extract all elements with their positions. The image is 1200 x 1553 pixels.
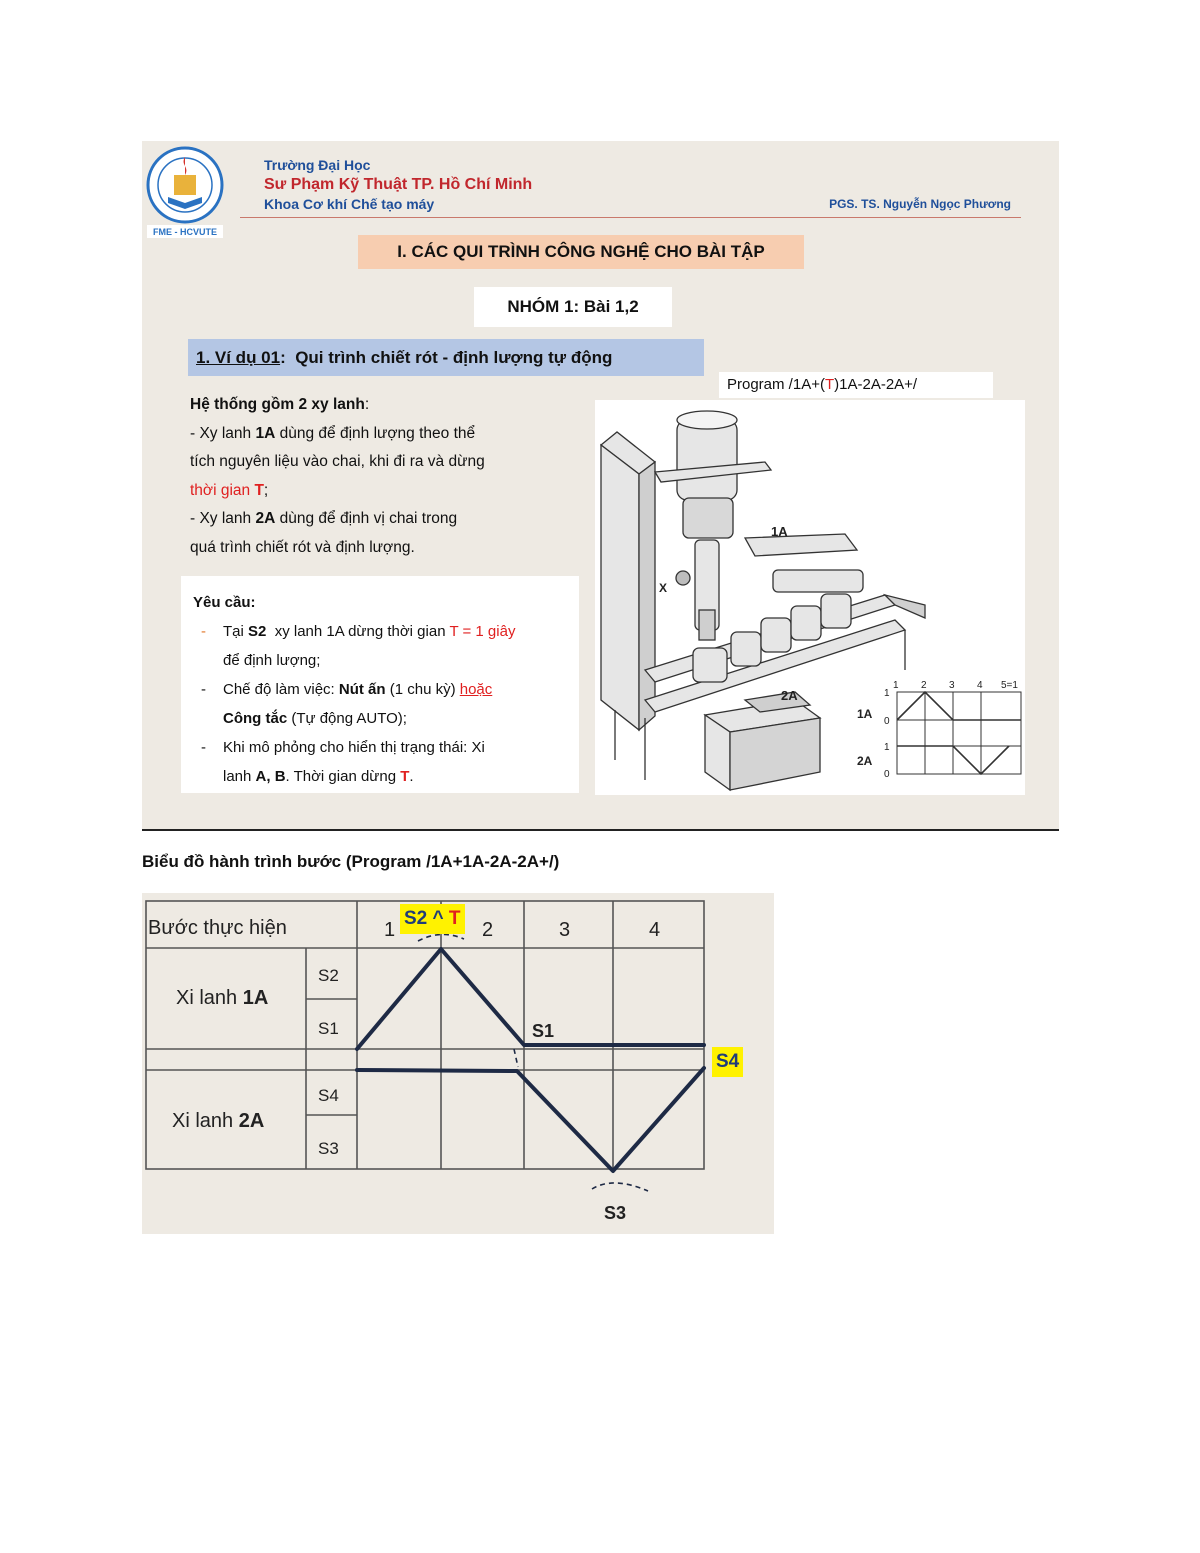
marker-s4: S4 bbox=[712, 1047, 743, 1077]
system-line-3 bbox=[190, 477, 570, 506]
requirements-heading: Yêu cầu: bbox=[193, 594, 256, 611]
row-2a-code: 2A bbox=[238, 1110, 265, 1132]
requirements-box bbox=[181, 576, 579, 793]
section-title: I. CÁC QUI TRÌNH CÔNG NGHỆ CHO BÀI TẬP bbox=[358, 235, 804, 269]
l4-a: - Xy lanh bbox=[190, 510, 256, 527]
example-name: : Qui trình chiết rót - định lượng tự động bbox=[280, 347, 613, 367]
mini-step-5: 5=1 bbox=[1001, 680, 1018, 691]
filling-machine-illustration bbox=[595, 400, 1025, 795]
mini-row-2a: 2A bbox=[857, 754, 873, 768]
requirement-2 bbox=[193, 675, 567, 733]
r2-d: Công tắc bbox=[223, 710, 288, 727]
step-diagram-grid bbox=[142, 893, 774, 1234]
system-heading bbox=[190, 391, 570, 420]
university-logo bbox=[144, 145, 226, 239]
l1-b: 1A bbox=[255, 424, 276, 442]
r2-b: Nút ấn bbox=[338, 681, 386, 698]
mini-zero-1a: 0 bbox=[884, 716, 890, 727]
row-cylinder-2a bbox=[172, 1110, 264, 1133]
r3-b: lanh bbox=[223, 768, 256, 785]
l1-a: - Xy lanh bbox=[190, 424, 256, 442]
marker-s1: S1 bbox=[532, 1021, 555, 1041]
r1-red: T = 1 giây bbox=[449, 623, 516, 640]
step-diagram bbox=[142, 893, 774, 1234]
bullet-dash: - bbox=[201, 681, 206, 698]
step-4: 4 bbox=[649, 919, 661, 941]
label-2a: 2A bbox=[781, 688, 798, 703]
mini-one-2a: 1 bbox=[884, 742, 890, 753]
step-2: 2 bbox=[482, 919, 494, 941]
l3-t: T bbox=[254, 481, 264, 499]
diagram-caption: Biểu đồ hành trình bước (Program /1A+1A-2A-2A+/) bbox=[142, 852, 560, 871]
sensor-s1: S1 bbox=[318, 1019, 339, 1038]
r1-c: xy lanh 1A dừng thời gian bbox=[266, 623, 450, 640]
l1-c: dùng để định lượng theo thể bbox=[275, 424, 476, 442]
program-part-a: Program /1A+( bbox=[727, 376, 825, 393]
r2-link: hoặc bbox=[459, 681, 493, 698]
step-1: 1 bbox=[384, 919, 396, 941]
sensor-s2: S2 bbox=[318, 966, 339, 985]
r3-d: . Thời gian dừng bbox=[285, 768, 401, 785]
row-1a-prefix: Xi lanh bbox=[176, 987, 243, 1009]
l4-b: 2A bbox=[255, 510, 276, 527]
marker-t: T bbox=[448, 908, 461, 929]
r1-d: để định lượng; bbox=[223, 652, 321, 669]
example-number: 1. Ví dụ 01 bbox=[196, 347, 281, 367]
sensor-s3: S3 bbox=[318, 1139, 339, 1158]
example-title bbox=[188, 339, 704, 376]
marker-s2: S2 ^ bbox=[404, 908, 449, 929]
row-cylinder-1a bbox=[176, 987, 268, 1010]
r2-a: Chế độ làm việc: bbox=[223, 681, 339, 698]
header-step-label: Bước thực hiện bbox=[148, 917, 287, 939]
r3-e: . bbox=[409, 768, 414, 785]
bullet-dash: - bbox=[201, 739, 206, 756]
group-label: NHÓM 1: Bài 1,2 bbox=[474, 287, 672, 327]
mini-step-1: 1 bbox=[893, 680, 899, 691]
step-3: 3 bbox=[559, 919, 571, 941]
system-description bbox=[190, 391, 570, 562]
label-x: X bbox=[659, 581, 668, 595]
system-line-4 bbox=[190, 505, 570, 534]
mini-one-1a: 1 bbox=[884, 688, 890, 699]
r3-t: T bbox=[400, 768, 410, 785]
requirement-3 bbox=[193, 733, 567, 791]
system-line-2: tích nguyên liệu vào chai, khi đi ra và dừng bbox=[190, 453, 485, 470]
header-line-3: Khoa Cơ khí Chế tạo máy bbox=[264, 196, 435, 212]
system-colon: : bbox=[364, 396, 370, 413]
slide bbox=[142, 141, 1059, 829]
row-2a-prefix: Xi lanh bbox=[172, 1110, 239, 1132]
r1-b: S2 bbox=[248, 623, 267, 640]
mini-row-1a: 1A bbox=[857, 707, 873, 721]
mini-step-3: 3 bbox=[949, 680, 955, 691]
system-heading-text: Hệ thống gồm 2 xy lanh bbox=[190, 396, 365, 413]
bullet-dash: - bbox=[201, 623, 206, 640]
requirement-1 bbox=[193, 617, 567, 675]
system-line-5: quá trình chiết rót và định lượng. bbox=[190, 538, 415, 556]
mini-step-2: 2 bbox=[921, 680, 927, 691]
program-time: T bbox=[824, 376, 835, 393]
mini-step-4: 4 bbox=[977, 680, 983, 691]
marker-s3: S3 bbox=[604, 1203, 627, 1223]
machine-drawing bbox=[595, 400, 1025, 795]
marker-s2-and-t bbox=[400, 904, 465, 934]
r2-c: (1 chu kỳ) bbox=[385, 681, 460, 698]
l3-red: thời gian bbox=[190, 481, 255, 499]
r3-a: Khi mô phỏng cho hiển thị trạng thái: Xi bbox=[223, 739, 485, 756]
header-author: PGS. TS. Nguyễn Ngọc Phương bbox=[829, 197, 1011, 211]
header-line-2: Sư Phạm Kỹ Thuật TP. Hồ Chí Minh bbox=[264, 176, 533, 193]
label-1a: 1A bbox=[771, 524, 788, 539]
l3-end: ; bbox=[263, 481, 269, 499]
program-part-b: )1A-2A-2A+/ bbox=[834, 376, 918, 393]
r1-a: Tại bbox=[223, 623, 249, 640]
header-divider bbox=[240, 217, 1021, 218]
logo-label: FME - HCVUTE bbox=[153, 227, 217, 237]
program-sequence bbox=[719, 372, 993, 398]
trace-1a bbox=[357, 949, 704, 1049]
l4-c: dùng để định vị chai trong bbox=[275, 510, 458, 527]
row-1a-code: 1A bbox=[242, 987, 269, 1009]
r2-e: (Tự động AUTO); bbox=[287, 710, 407, 727]
r3-c: A, B bbox=[255, 768, 286, 785]
section-divider bbox=[142, 829, 1059, 831]
system-line-1 bbox=[190, 420, 570, 449]
sensor-s4: S4 bbox=[318, 1086, 339, 1105]
header-line-1: Trường Đại Học bbox=[264, 157, 371, 173]
trace-2a bbox=[357, 1068, 704, 1171]
mini-zero-2a: 0 bbox=[884, 769, 890, 780]
